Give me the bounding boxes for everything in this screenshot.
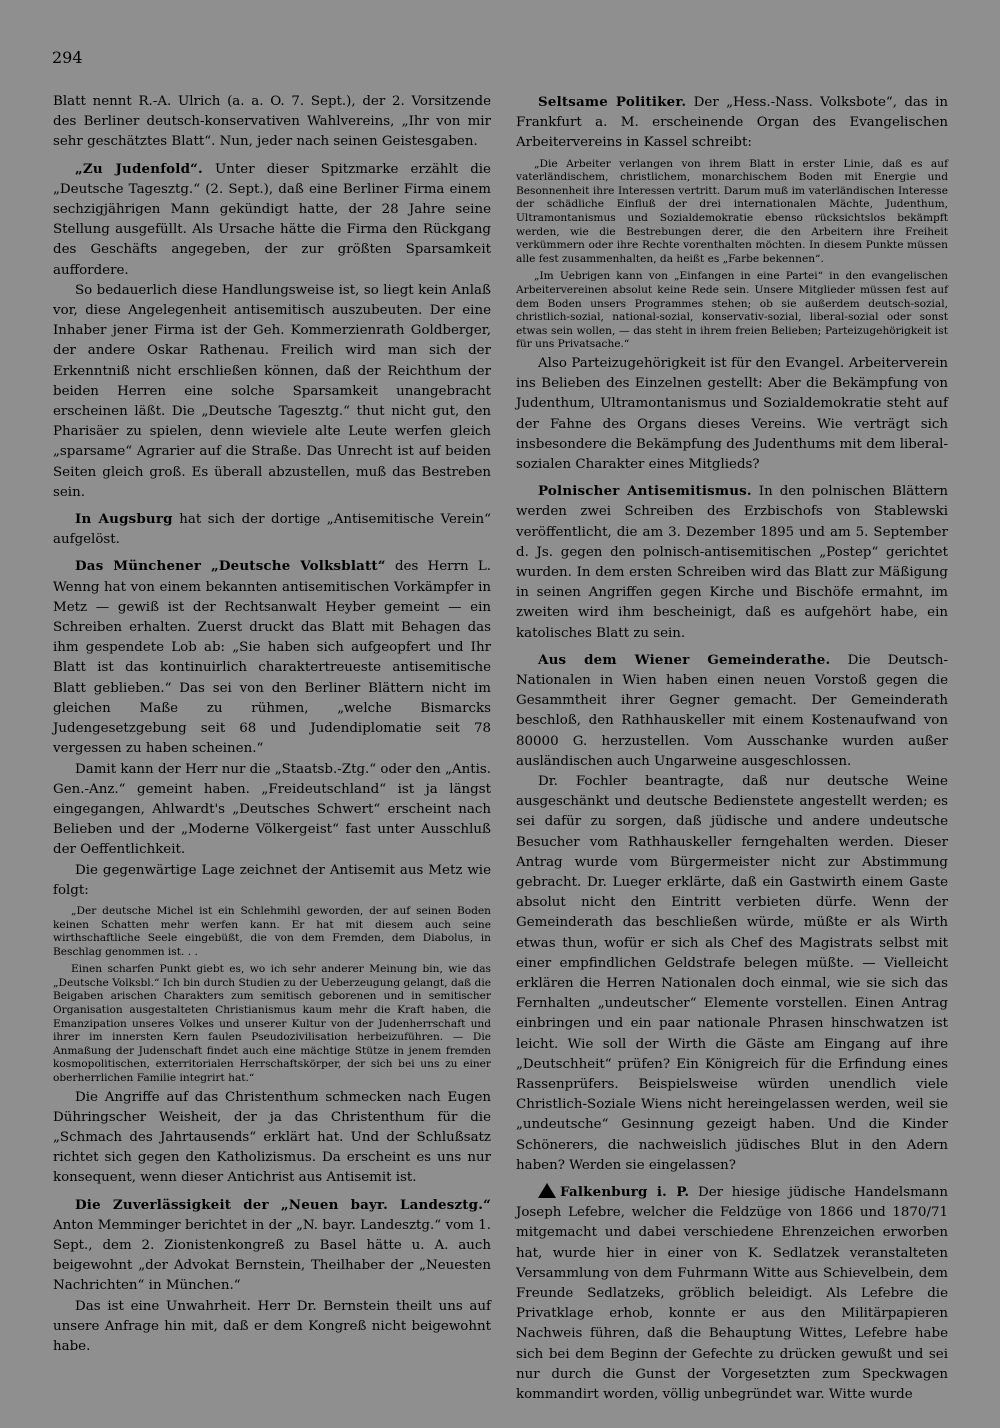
article-heading: Aus dem Wiener Gemeinderathe. [538, 651, 831, 668]
article-text: Unter dieser Spitzmarke erzählt die „Deutsche Tagesztg.“ (2. Sept.), daß eine Berliner Firma einem sechzigjährigen Mann gekündigt hatte, der 28 Jahre seine Stellung ausgefüllt. Als Ursache hätte die Firma den Rückgang des Geschäfts angegeben, der zur größten Sparsamkeit auffordere. [53, 161, 491, 278]
article-heading: Polnischer Antisemitismus. [538, 483, 752, 500]
paragraph: Das ist eine Unwahrheit. Herr Dr. Bernstein theilt uns auf unsere Anfrage hin mit, daß er dem Kongreß nicht beigewohnt habe. [53, 1298, 491, 1355]
paragraph: Die Angriffe auf das Christenthum schmecken nach Eugen Dühringscher Weisheit, der ja das Christenthum für die „Schmach des Jahrtausends“ erklärt hat. Und der Schlußsatz richtet sich gegen den Katholizismus. Da erscheint es uns nur konsequent, wenn dieser Antichrist aus Antisemit ist. [53, 1089, 491, 1186]
article-text: hat sich der dortige „Antisemitische Verein“ aufgelöst. [53, 512, 492, 548]
article-heading: Das Münchener „Deutsche Volksblatt“ [75, 558, 386, 575]
article-text: Der „Hess.-Nass. Volksbote“, das in Frankfurt a. M. erscheinende Organ des Evangelischen Arbeitervereins in Kassel schreibt: [516, 95, 949, 151]
quote: „Der deutsche Michel ist ein Schlehmihl geworden, der auf seinen Boden keinen Schatten mehr werfen kann. Er hat mit diesem auch seine wirthschaftliche Seele eingebüßt, die von dem Fremden, dem Diabolus, in Beschlag genommen ist. . . [53, 904, 491, 958]
quote: Einen scharfen Punkt giebt es, wo ich sehr anderer Meinung bin, wie das „Deutsche Volksbl.“ Ich bin durch Studien zu der Ueberzeugung gelangt, daß die Beigaben arischen Charakters zum semitisch geborenen und in semitischer Organisation ausgestalteten Christianismus kaum mehr die Kraft haben, die Emanzipation unseres Volkes und unserer Kultur von der Judenherrschaft und ihrer im innersten Kern faulen Pseudozivilisation herbeizuführen. — Die Anmaßung der Judenschaft findet auch eine mächtige Stütze in jenem fremden kosmopolitischen, exterritorialen Herrschaftskörper, der sich bei uns zu einer oberherrlichen Familie integrirt hat.“ [53, 963, 491, 1085]
paragraph: Blatt nennt R.-A. Ulrich (a. a. O. 7. Sept.), der 2. Vorsitzende des Berliner deutsch-konservativen Wahlvereins, „Ihr von mir sehr geschätztes Blatt“. Nun, jeder nach seinen Geistesgaben. [53, 94, 491, 150]
article-text: des Herrn L. Wenng hat von einem bekannten antisemitischen Vorkämpfer in Metz — gewiß ist der Rechtsanwalt Heyber gemeint — ein Schreiben erhalten. Zuerst druckt das Blatt mit Behagen das ihm gespendete Lob ab: „Sie haben sich aufgeopfert und Ihr Blatt ist das kontinuirlich charaktertreueste antisemitische Blatt geblieben.“ Das sei von den Berliner Blättern nicht im gleichen Maße zu rühmen, „welche Bismarcks Judengesetzgebung seit 68 und Judendiplomatie seit 78 vergessen zu haben scheinen.“ [53, 559, 491, 757]
article-augsburg [53, 509, 491, 550]
article-judenfold [53, 159, 491, 281]
paragraph: Damit kann der Herr nur die „Staatsb.-Ztg.“ oder den „Antis. Gen.-Anz.“ gemeint haben. „Freideutschland“ ist ja längst eingegangen, Ahlwardt's „Deutsches Schwert“ erscheint nach Belieben und der „Moderne Völkergeist“ fast unter Ausschluß der Oeffentlichkeit. [53, 761, 491, 858]
article-heading: „Zu Judenfold“. [75, 160, 203, 177]
paragraph: Also Parteizugehörigkeit ist für den Evangel. Arbeiterverein ins Belieben des Einzelnen gestellt: Aber die Bekämpfung von Judenthum, Ultramontanismus und Sozialdemokratie steht auf der Fahne des Organs dieses Vereins. Wie verträgt sich insbesondere die Bekämpfung des Judenthums mit dem liberal-sozialen Charakter eines Mitglieds? [516, 355, 948, 472]
article-landesztg [53, 1195, 491, 1297]
article-heading: Falkenburg i. P. [560, 1184, 690, 1201]
article-heading: In Augsburg [75, 511, 173, 528]
paragraph: Dr. Fochler beantragte, daß nur deutsche Weine ausgeschänkt und deutsche Bedienstete angestellt werden; es sei dafür zu sorgen, daß jüdische und andere undeutsche Besucher vom Rathhauskeller ferngehalten werden. Dieser Antrag wurde vom Bürgermeister nicht zur Abstimmung gebracht. Dr. Lueger erklärte, daß ein Gastwirth einem Gaste absolut nicht den Eintritt verbieten dürfe. Wenn der Gemeinderath das beschließen würde, müßte er als Wirth etwas thun, wofür er sich als Chef des Magistrats selbst mit einer empfindlichen Geldstrafe belegen müßte. — Vielleicht erklären die Herren Nationalen doch einmal, wie sie sich das Fernhalten „undeutscher“ Elemente vorstellen. Einen Antrag einbringen und ein paar nationale Phrasen hinschwatzen ist leicht. Wie soll der Wirth die Gäste am Eingang auf ihre „Deutschheit“ prüfen? Ein Königreich für die Erfindung eines Rassenprüfers. Beispielsweise würden unendlich viele Christlich-Soziale Wiens nicht hereingelassen werden, weil sie „undeutsche“ Gesinnung gezeigt haben. Und die Kinder Schönerers, die nachweislich jüdisches Blut in den Adern haben? Werden sie eingelassen? [516, 773, 948, 1173]
paragraph: Die gegenwärtige Lage zeichnet der Antisemit aus Metz wie folgt: [53, 862, 491, 898]
quote: „Die Arbeiter verlangen von ihrem Blatt in erster Linie, daß es auf vaterländischem, christlichem, monarchischem Boden mit Energie und Besonnenheit ihre Interessen vertritt. Darum muß im vaterländischen Interesse der schädliche Einfluß der drei internationalen Mächte, Judenthum, Ultramontanismus und Sozialdemokratie ebenso rücksichtslos bekämpft werden, wie die Bestrebungen derer, die den Arbeitern ihre Freiheit verkümmern oder ihre Rechte vorenthalten möchten. In diesem Punkte müssen alle fest zusammenhalten, da heißt es „Farbe bekennen“. [516, 157, 948, 265]
article-text: Der hiesige jüdische Handelsmann Joseph Lefebre, welcher die Feldzüge von 1866 und 1870/71 mitgemacht und dabei verschiedene Ehrenzeichen erworben hat, wurde hier in einer von K. Sedlatzek veranstalteten Versammlung von dem Fuhrmann Witte aus Schievelbein, dem Freunde Sedlatzeks, gröblich beleidigt. Als Lefebre die Privatklage erhob, konnte er aus den Militärpapieren Nachweis führen, daß die Behauptung Wittes, Lefebre habe sich bei dem Beginn der Gefechte zu drücken gewußt und sei nur durch die Gunst der Vorgesetzten zum Speckwagen kommandirt worden, völlig unbegründet war. Witte wurde [516, 1185, 948, 1403]
article-heading: Die Zuverlässigkeit der „Neuen bayr. Landesztg.“ [75, 1196, 491, 1213]
paragraph: So bedauerlich diese Handlungsweise ist, so liegt kein Anlaß vor, diese Angelegenheit antisemitisch auszubeuten. Der eine Inhaber jener Firma ist der Geh. Kommerzienrath Goldberger, der andere Oskar Rathenau. Freilich wird man sich der Erkenntniß nicht erschließen können, daß der Reichthum der beiden Herren eine solche Sparsamkeit unangebracht erscheinen läßt. Die „Deutsche Tagesztg.“ thut nicht gut, den Pharisäer zu spielen, denn wieviele alte Leute werfen gleich „sparsame“ Agrarier auf die Straße. Das Unrecht ist auf beiden Seiten gleich groß. Es überall abzustellen, muß das Bestreben sein. [53, 282, 491, 500]
page-number: 294 [52, 48, 83, 67]
article-text: Anton Memminger berichtet in der „N. bayr. Landesztg.“ vom 1. Sept., dem 2. Zionistenkongreß zu Basel hätte u. A. auch beigewohnt „der Advokat Bernstein, Theilhaber der „Neuesten Nachrichten“ in München.“ [53, 1217, 491, 1294]
right-column [516, 92, 948, 1405]
article-text: In den polnischen Blättern werden zwei Schreiben des Erzbischofs von Stablewski veröffentlicht, die am 3. Dezember 1895 und am 5. September d. Js. gegen den polnisch-antisemitischen „Postep“ gerichtet wurden. In dem ersten Schreiben wird das Blatt zur Mäßigung in seinen Angriffen gegen Kirche und Bischöfe ermahnt, im zweiten wird ihm bescheinigt, daß es aufgehört habe, ein katolisches Blatt zu sein. [516, 484, 948, 641]
article-wiener [516, 650, 948, 772]
article-falkenburg [516, 1182, 948, 1405]
triangle-icon [538, 1183, 556, 1198]
article-muenchener [53, 556, 491, 759]
quote: „Im Uebrigen kann von „Einfangen in eine Partei“ in den evangelischen Arbeitervereinen absolut keine Rede sein. Unsere Mitglieder müssen fest auf dem Boden unsers Programmes stehen; ob sie außerdem deutsch-sozial, christlich-sozial, national-sozial, konservativ-sozial, liberal-sozial oder sonst etwas sein wollen, — das steht in ihrem freien Belieben; Parteizugehörigkeit ist für uns Privatsache.“ [516, 270, 948, 351]
article-polnischer [516, 481, 948, 644]
left-column [53, 92, 491, 1357]
article-heading: Seltsame Politiker. [538, 94, 687, 110]
article-text: Die Deutsch-Nationalen in Wien haben einen neuen Vorstoß gegen die Gesammtheit ihrer Gegner gemacht. Der Gemeinderath beschloß, den Rathhauskeller mit einem Kostenaufwand von 80000 G. herzustellen. Vom Ausschanke wurden außer ausländischen auch Ungarweine ausgeschlossen. [516, 652, 948, 769]
article-seltsame-politiker [516, 92, 948, 154]
